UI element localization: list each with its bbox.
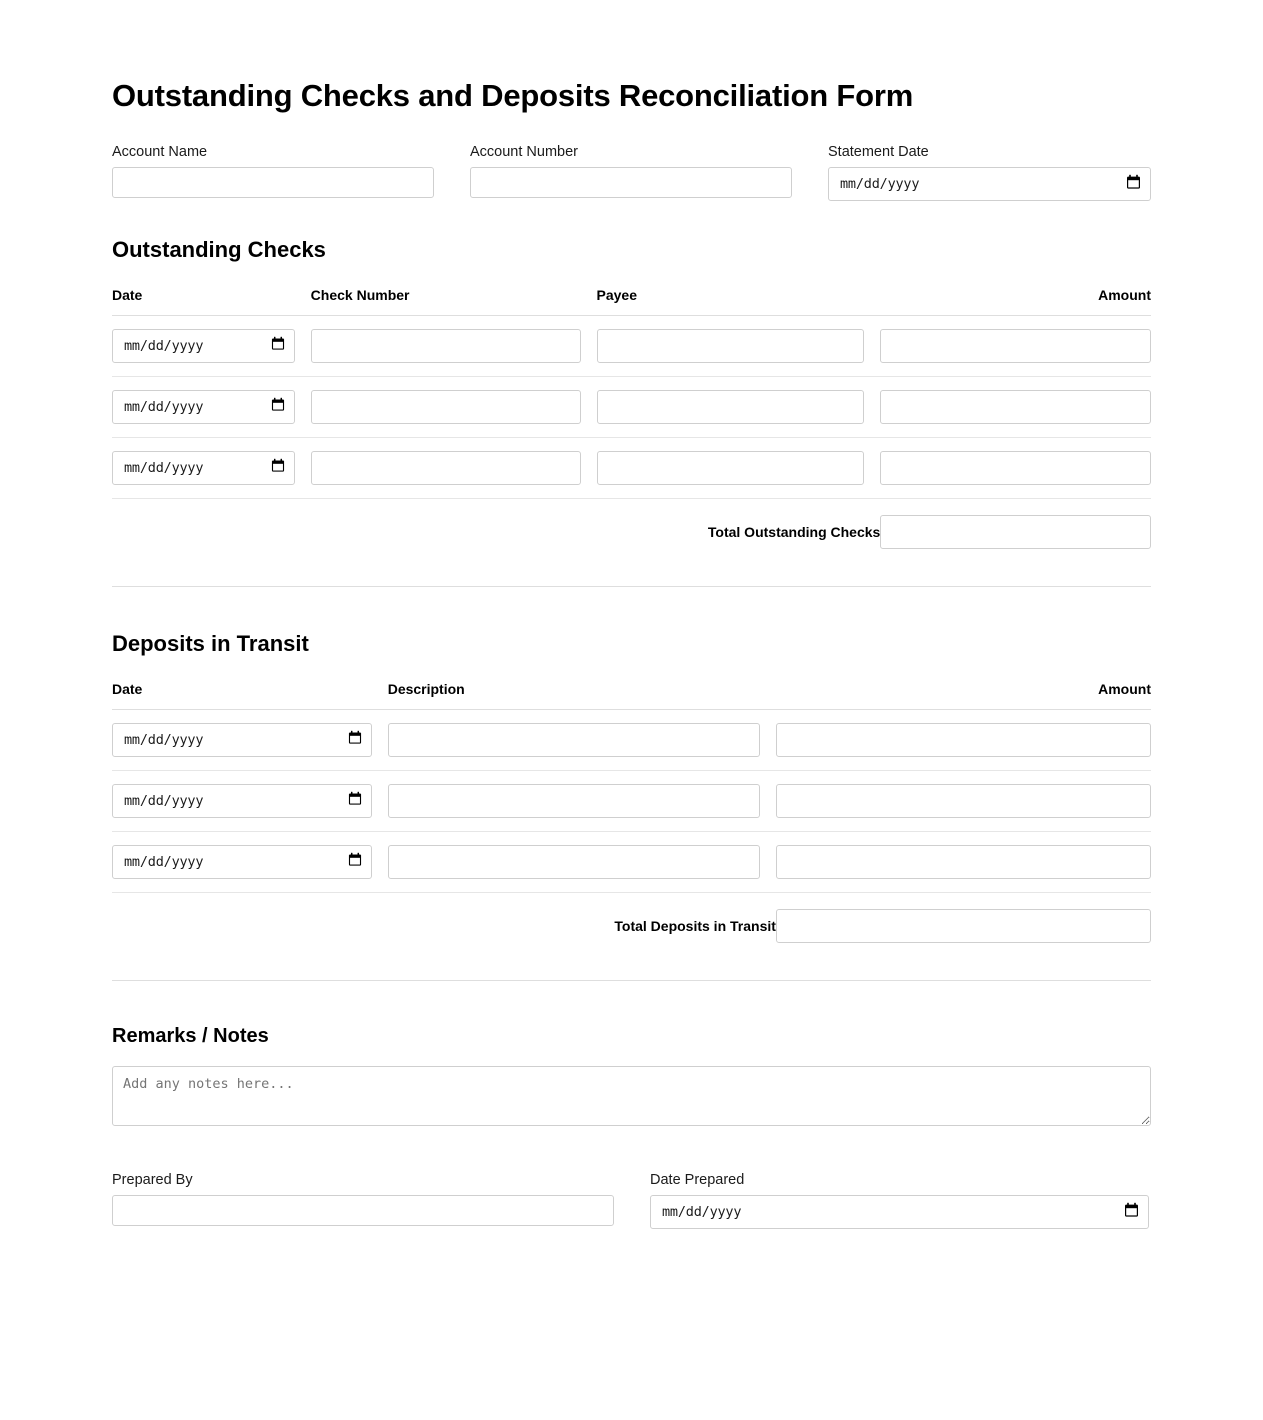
- check-payee-cell: [597, 377, 881, 438]
- check-number-cell: [311, 377, 597, 438]
- prepared-by-label: Prepared By: [112, 1172, 193, 1189]
- total-row: [112, 893, 1151, 957]
- check-amount-cell: [880, 377, 1151, 438]
- calendar-icon[interactable]: [271, 458, 285, 478]
- deposit-date-placeholder: mm/dd/yyyy: [124, 854, 204, 871]
- check-date-placeholder: mm/dd/yyyy: [124, 399, 204, 416]
- check-number-cell: [311, 438, 597, 499]
- date-prepared-placeholder: mm/dd/yyyy: [662, 1204, 742, 1221]
- prepared-by-input[interactable]: [112, 1195, 614, 1226]
- check-date-input[interactable]: [112, 390, 295, 424]
- deposits-in-transit-section: [112, 631, 1151, 981]
- remarks-textarea[interactable]: [112, 1066, 1151, 1126]
- total-outstanding-checks-input[interactable]: [880, 515, 1151, 549]
- table-row: [112, 438, 1151, 499]
- deposit-amount-cell: [776, 710, 1151, 771]
- deposits-in-transit-title: Deposits in Transit: [112, 631, 309, 657]
- table-header-row: [112, 287, 1151, 316]
- calendar-icon[interactable]: [348, 791, 362, 811]
- statement-date-placeholder: mm/dd/yyyy: [840, 176, 920, 193]
- deposit-amount-input[interactable]: [776, 845, 1151, 879]
- calendar-icon[interactable]: [1126, 174, 1141, 195]
- column-header-amount: Amount: [776, 681, 1151, 710]
- calendar-icon[interactable]: [348, 852, 362, 872]
- deposits-in-transit-table: [112, 681, 1151, 956]
- remarks-title: Remarks / Notes: [112, 1025, 269, 1048]
- check-payee-input[interactable]: [597, 390, 865, 424]
- calendar-icon[interactable]: [348, 730, 362, 750]
- total-deposits-in-transit-input[interactable]: [776, 909, 1151, 943]
- account-number-input[interactable]: [470, 167, 792, 198]
- check-number-cell: [311, 316, 597, 377]
- remarks-section: [112, 1025, 1151, 1126]
- check-payee-cell: [597, 438, 881, 499]
- check-number-input[interactable]: [311, 451, 581, 485]
- deposit-date-cell: [112, 710, 388, 771]
- check-date-input[interactable]: [112, 329, 295, 363]
- check-date-input[interactable]: [112, 451, 295, 485]
- total-outstanding-checks-cell: [880, 499, 1151, 563]
- check-date-placeholder: mm/dd/yyyy: [124, 338, 204, 355]
- deposit-description-cell: [388, 832, 776, 893]
- column-header-payee: Payee: [597, 287, 881, 316]
- check-amount-input[interactable]: [880, 329, 1151, 363]
- check-amount-cell: [880, 316, 1151, 377]
- table-row: [112, 710, 1151, 771]
- check-date-placeholder: mm/dd/yyyy: [124, 460, 204, 477]
- column-header-description: Description: [388, 681, 776, 710]
- date-prepared-field-group: [650, 1172, 1149, 1229]
- statement-date-input[interactable]: [828, 167, 1151, 201]
- table-row: [112, 316, 1151, 377]
- deposit-description-cell: [388, 710, 776, 771]
- column-header-date: Date: [112, 287, 311, 316]
- column-header-amount: Amount: [880, 287, 1151, 316]
- check-payee-input[interactable]: [597, 451, 865, 485]
- prepared-by-field-group: [112, 1172, 614, 1229]
- check-payee-cell: [597, 316, 881, 377]
- account-name-field-group: [112, 144, 434, 201]
- check-date-cell: [112, 438, 311, 499]
- column-header-check-number: Check Number: [311, 287, 597, 316]
- outstanding-checks-section: [112, 237, 1151, 587]
- statement-date-field-group: [828, 144, 1151, 201]
- statement-date-label: Statement Date: [828, 143, 929, 160]
- total-deposits-in-transit-label: Total Deposits in Transit: [614, 918, 776, 935]
- deposit-amount-cell: [776, 771, 1151, 832]
- deposit-description-cell: [388, 771, 776, 832]
- check-date-cell: [112, 316, 311, 377]
- outstanding-checks-title: Outstanding Checks: [112, 237, 326, 263]
- table-row: [112, 377, 1151, 438]
- total-outstanding-checks-label: Total Outstanding Checks: [707, 524, 881, 541]
- column-header-date: Date: [112, 681, 388, 710]
- outstanding-checks-table: [112, 287, 1151, 562]
- check-amount-input[interactable]: [880, 451, 1151, 485]
- calendar-icon[interactable]: [271, 397, 285, 417]
- date-prepared-input[interactable]: [650, 1195, 1149, 1229]
- account-number-field-group: [470, 144, 792, 201]
- deposit-date-input[interactable]: [112, 784, 372, 818]
- account-number-label: Account Number: [470, 143, 578, 160]
- section-divider: [112, 980, 1151, 981]
- deposit-description-input[interactable]: [388, 784, 760, 818]
- check-amount-cell: [880, 438, 1151, 499]
- deposit-date-input[interactable]: [112, 845, 372, 879]
- check-date-cell: [112, 377, 311, 438]
- deposit-date-input[interactable]: [112, 723, 372, 757]
- date-prepared-label: Date Prepared: [650, 1172, 745, 1189]
- deposit-amount-input[interactable]: [776, 723, 1151, 757]
- check-number-input[interactable]: [311, 329, 581, 363]
- calendar-icon[interactable]: [1124, 1202, 1139, 1223]
- calendar-icon[interactable]: [271, 336, 285, 356]
- account-meta-row: [112, 144, 1151, 201]
- total-deposits-in-transit-cell: [776, 893, 1151, 957]
- section-divider: [112, 586, 1151, 587]
- total-row: [112, 499, 1151, 563]
- page-title: Outstanding Checks and Deposits Reconciliation Form: [112, 78, 914, 113]
- deposit-date-placeholder: mm/dd/yyyy: [124, 732, 204, 749]
- deposit-description-input[interactable]: [388, 723, 760, 757]
- table-row: [112, 771, 1151, 832]
- table-header-row: [112, 681, 1151, 710]
- deposit-amount-cell: [776, 832, 1151, 893]
- table-row: [112, 832, 1151, 893]
- account-name-input[interactable]: [112, 167, 434, 198]
- deposit-amount-input[interactable]: [776, 784, 1151, 818]
- check-number-input[interactable]: [311, 390, 581, 424]
- deposit-description-input[interactable]: [388, 845, 760, 879]
- deposit-date-cell: [112, 832, 388, 893]
- deposit-date-cell: [112, 771, 388, 832]
- check-amount-input[interactable]: [880, 390, 1151, 424]
- deposit-date-placeholder: mm/dd/yyyy: [124, 793, 204, 810]
- footer-row: [112, 1172, 1151, 1229]
- account-name-label: Account Name: [112, 143, 208, 160]
- check-payee-input[interactable]: [597, 329, 865, 363]
